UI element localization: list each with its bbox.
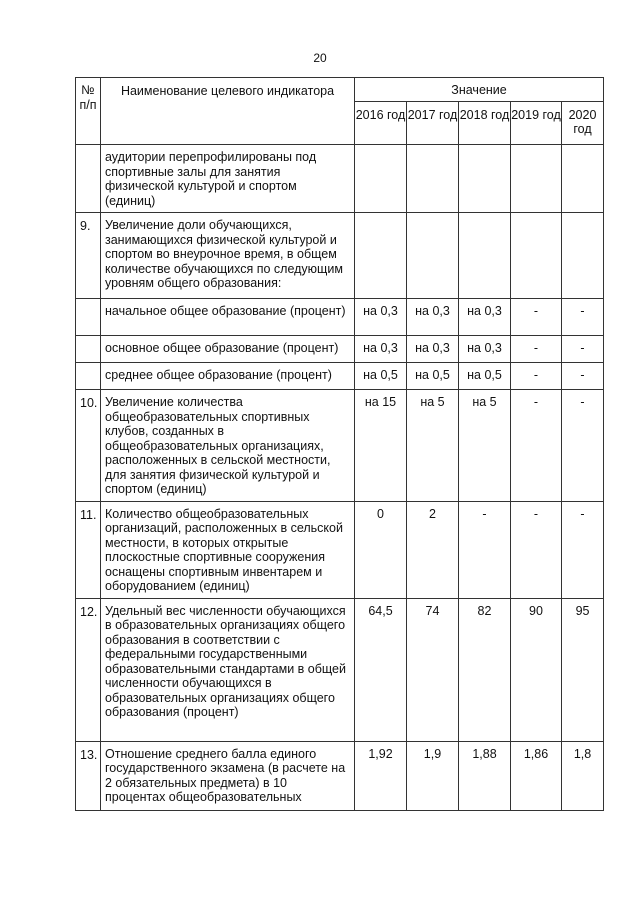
indicator-value: - [562,390,604,502]
header-year: 2017 год [407,102,459,145]
indicator-value [355,145,407,213]
indicator-value: 82 [459,598,511,741]
table-row [76,598,604,741]
row-number [76,336,101,363]
header-year: 2016 год [355,102,407,145]
indicator-value: на 15 [355,390,407,502]
indicator-value [511,145,562,213]
indicator-value [511,213,562,299]
indicator-value: на 0,3 [407,336,459,363]
indicator-name: Увеличение количества общеобразовательных спортивных клубов, созданных в общеобразовательных организациях, расположенных в сельской местности, для занятия физической культурой и спортом (единиц) [101,390,355,502]
indicator-value: на 0,3 [459,336,511,363]
indicator-name: Увеличение доли обучающихся, занимающихся физической культурой и спортом во внеурочное время, в общем количестве обучающихся по следующим уровням общего образования: [101,213,355,299]
header-value: Значение [355,78,604,102]
indicator-value: на 0,5 [459,363,511,390]
indicator-value: на 0,3 [407,299,459,336]
indicator-name: среднее общее образование (процент) [101,363,355,390]
header-year: 2018 год [459,102,511,145]
row-number: 12. [76,598,101,741]
row-number [76,299,101,336]
indicator-value: на 5 [459,390,511,502]
indicators-table [75,77,604,811]
indicator-value [355,213,407,299]
indicator-value: на 0,3 [355,299,407,336]
indicator-value: - [459,501,511,598]
indicator-value: 64,5 [355,598,407,741]
indicator-value [407,213,459,299]
indicator-value: - [511,299,562,336]
indicator-value: - [511,390,562,502]
table-row [76,501,604,598]
indicator-value: 74 [407,598,459,741]
header-row-1 [76,78,604,102]
table-row [76,363,604,390]
table-row [76,390,604,502]
row-number: 9. [76,213,101,299]
indicator-name: основное общее образование (процент) [101,336,355,363]
header-name: Наименование целевого индикатора [101,78,355,145]
indicator-value: 1,88 [459,741,511,810]
indicator-name: начальное общее образование (процент) [101,299,355,336]
table-row [76,213,604,299]
indicator-value: 2 [407,501,459,598]
indicator-value [407,145,459,213]
table-row [76,299,604,336]
indicator-value: на 0,5 [407,363,459,390]
header-year: 2020 год [562,102,604,145]
row-number: 11. [76,501,101,598]
header-year: 2019 год [511,102,562,145]
indicator-value: 1,8 [562,741,604,810]
row-number: 10. [76,390,101,502]
indicator-value: на 0,3 [459,299,511,336]
indicator-value: 1,9 [407,741,459,810]
row-number [76,145,101,213]
indicator-value: 90 [511,598,562,741]
indicator-value [459,145,511,213]
indicator-value: 1,92 [355,741,407,810]
table-row [76,336,604,363]
indicator-value: на 5 [407,390,459,502]
indicator-value [459,213,511,299]
indicator-value: - [562,363,604,390]
table-row [76,145,604,213]
indicator-value: - [562,501,604,598]
indicator-value [562,145,604,213]
header-num: № п/п [76,78,101,145]
indicator-value: на 0,5 [355,363,407,390]
indicator-value: на 0,3 [355,336,407,363]
indicator-value: - [511,501,562,598]
row-number: 13. [76,741,101,810]
indicator-value: 1,86 [511,741,562,810]
indicator-name: Количество общеобразовательных организаций, расположенных в сельской местности, в которых открытые плоскостные спортивные сооружения оснащены спортивным инвентарем и оборудованием (единиц) [101,501,355,598]
indicator-name: Отношение среднего балла единого государственного экзамена (в расчете на 2 обязательных предмета) в 10 процентах общеобразовательных [101,741,355,810]
indicator-name: Удельный вес численности обучающихся в образовательных организациях общего образования в соответствии с федеральными государственными образовательными стандартами в общей численности обучающихся в образовательных организациях общего образования (процент) [101,598,355,741]
indicator-value: - [562,336,604,363]
indicator-value [562,213,604,299]
indicator-value: - [511,363,562,390]
indicator-value: - [562,299,604,336]
indicator-value: 95 [562,598,604,741]
table-body [76,145,604,811]
indicator-value: - [511,336,562,363]
indicator-value: 0 [355,501,407,598]
row-number [76,363,101,390]
page-number: 20 [313,51,327,65]
table-row [76,741,604,810]
indicator-name: аудитории перепрофилированы под спортивные залы для занятия физической культурой и спортом (единиц) [101,145,355,213]
